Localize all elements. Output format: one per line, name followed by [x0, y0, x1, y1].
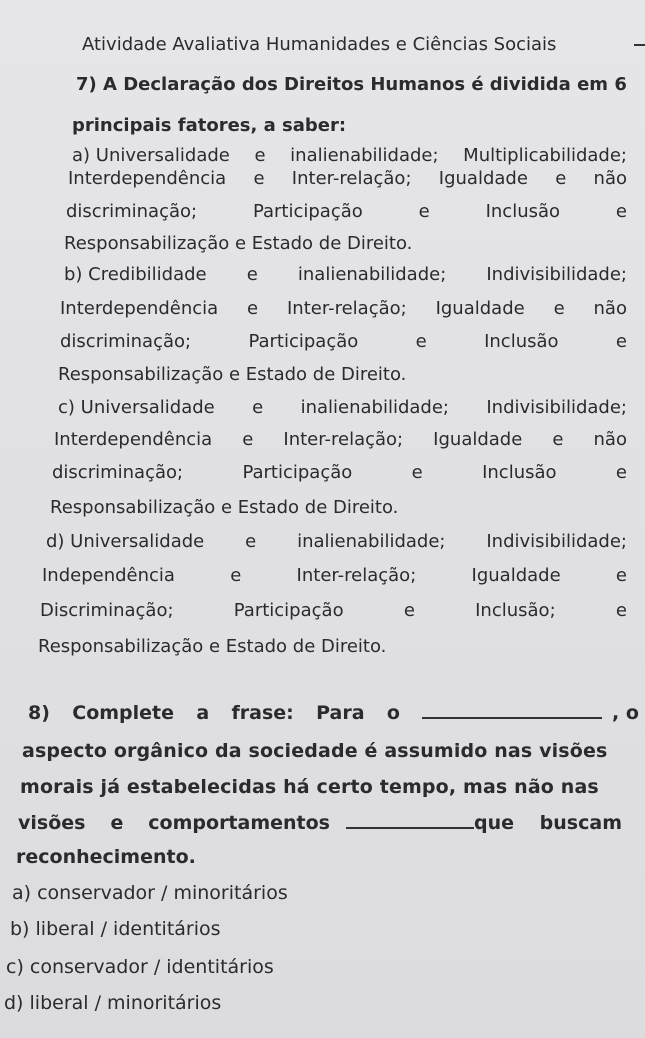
- q8-stem-line-4: visões e comportamentos que buscam: [18, 812, 622, 834]
- q7-option-b-line-4: Responsabilização e Estado de Direito.: [58, 364, 407, 385]
- q8-option-d: d) liberal / minoritários: [4, 992, 222, 1014]
- q7-option-b-line-1: b) Credibilidade e inalienabilidade; Indivisibilidade;: [64, 264, 627, 285]
- q8-stem-line-3: morais já estabelecidas há certo tempo, mas não nas: [20, 776, 599, 798]
- q7-stem-line-2: principais fatores, a saber:: [72, 115, 347, 136]
- title-dash: [634, 44, 645, 46]
- q7-option-c-line-2: Interdependência e Inter-relação; Igualdade e não: [54, 429, 627, 450]
- q8-stem-line-2: aspecto orgânico da sociedade é assumido nas visões: [22, 740, 608, 762]
- q8-blank-1[interactable]: [422, 703, 602, 719]
- q7-option-c-line-4: Responsabilização e Estado de Direito.: [50, 497, 399, 518]
- q7-option-a-line-3: discriminação; Participação e Inclusão e: [66, 201, 627, 222]
- q8-option-b: b) liberal / identitários: [10, 918, 221, 940]
- q8-stem-line-5: reconhecimento.: [16, 846, 196, 868]
- q8-stem-line-1: 8) Complete a frase: Para o , o: [28, 702, 639, 724]
- q7-option-d-line-1: d) Universalidade e inalienabilidade; Indivisibilidade;: [46, 531, 627, 552]
- q7-option-d-line-2: Independência e Inter-relação; Igualdade e: [42, 565, 627, 586]
- q7-option-d-line-3: Discriminação; Participação e Inclusão; e: [40, 600, 627, 621]
- q8-blank-2[interactable]: [346, 813, 474, 829]
- q8-option-c: c) conservador / identitários: [6, 956, 274, 978]
- page-title: Atividade Avaliativa Humanidades e Ciências Sociais: [82, 34, 557, 55]
- q8-option-a: a) conservador / minoritários: [12, 882, 288, 904]
- q7-option-b-line-2: Interdependência e Inter-relação; Igualdade e não: [60, 298, 627, 319]
- q7-option-a-line-4: Responsabilização e Estado de Direito.: [64, 233, 413, 254]
- q7-option-d-line-4: Responsabilização e Estado de Direito.: [38, 636, 387, 657]
- q7-option-c-line-3: discriminação; Participação e Inclusão e: [52, 462, 627, 483]
- q7-stem-line-1: 7) A Declaração dos Direitos Humanos é dividida em 6: [76, 74, 627, 95]
- q7-option-a-line-1: a) Universalidade e inalienabilidade; Multiplicabilidade;: [72, 145, 627, 166]
- q7-option-a-line-2: Interdependência e Inter-relação; Igualdade e não: [68, 168, 627, 189]
- q7-option-b-line-3: discriminação; Participação e Inclusão e: [60, 331, 627, 352]
- q7-option-c-line-1: c) Universalidade e inalienabilidade; Indivisibilidade;: [58, 397, 627, 418]
